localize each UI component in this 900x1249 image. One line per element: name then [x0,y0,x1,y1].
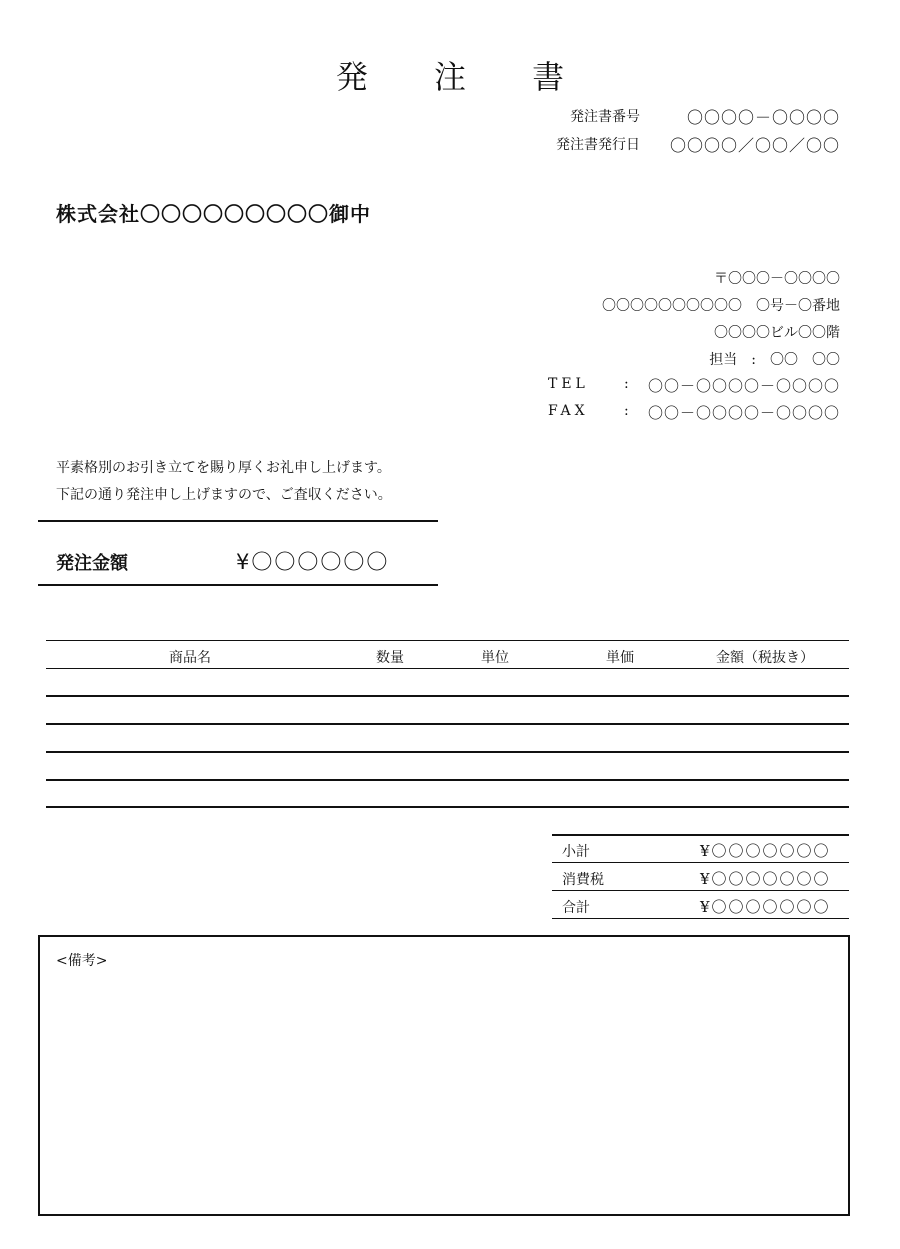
table-row [46,806,849,808]
remarks-box[interactable] [38,935,850,1216]
total-label: 合計 [562,900,590,916]
table-row [46,695,849,697]
sender-contact-person: 担当 : 〇〇 〇〇 [709,352,840,368]
column-header-unit-price: 単価 [606,650,634,666]
subtotal-label: 小計 [562,844,590,860]
column-header-unit: 単位 [481,650,509,666]
column-header-amount: 金額（税抜き） [716,650,814,666]
tax-value: ¥〇〇〇〇〇〇〇 [700,870,831,888]
order-number-label: 発注書番号 [570,109,640,125]
summary-top-rule [552,834,849,836]
table-row [46,779,849,781]
amount-top-rule [38,520,438,522]
sender-address-line1: 〇〇〇〇〇〇〇〇〇〇 〇号－〇番地 [602,298,840,314]
fax-value: 〇〇－〇〇〇〇－〇〇〇〇 [647,404,840,422]
table-row [46,751,849,753]
table-header-top-rule [46,640,849,641]
summary-bottom-rule [552,918,849,919]
summary-rule [552,890,849,891]
table-header-bottom-rule [46,668,849,669]
fax-label: FAX [548,403,589,419]
sender-address-line2: 〇〇〇〇ビル〇〇階 [714,325,840,341]
issue-date-value: 〇〇〇〇／〇〇／〇〇 [669,136,840,155]
recipient-name: 株式会社〇〇〇〇〇〇〇〇〇御中 [56,202,371,226]
column-header-product: 商品名 [169,650,211,666]
column-header-quantity: 数量 [376,650,404,666]
remarks-label: <備考> [56,953,108,969]
sender-postal-code: 〒〇〇〇－〇〇〇〇 [714,271,840,287]
order-amount-label: 発注金額 [56,553,128,574]
table-row [46,723,849,725]
tax-label: 消費税 [562,872,604,888]
greeting-line-2: 下記の通り発注申し上げますので、ご査収ください。 [56,487,392,503]
greeting-line-1: 平素格別のお引き立てを賜り厚くお礼申し上げます。 [56,460,391,476]
fax-colon: : [624,403,629,419]
issue-date-label: 発注書発行日 [556,137,640,153]
summary-rule [552,862,849,863]
order-number-value: 〇〇〇〇－〇〇〇〇 [686,108,840,127]
total-value: ¥〇〇〇〇〇〇〇 [700,898,831,916]
tel-value: 〇〇－〇〇〇〇－〇〇〇〇 [647,377,840,395]
subtotal-value: ¥〇〇〇〇〇〇〇 [700,842,831,860]
tel-colon: : [624,376,629,392]
document-title: 発 注 書 [335,58,593,96]
amount-bottom-rule [38,584,438,586]
order-amount-value: ¥〇〇〇〇〇〇 [236,550,390,574]
tel-label: TEL [548,376,589,392]
